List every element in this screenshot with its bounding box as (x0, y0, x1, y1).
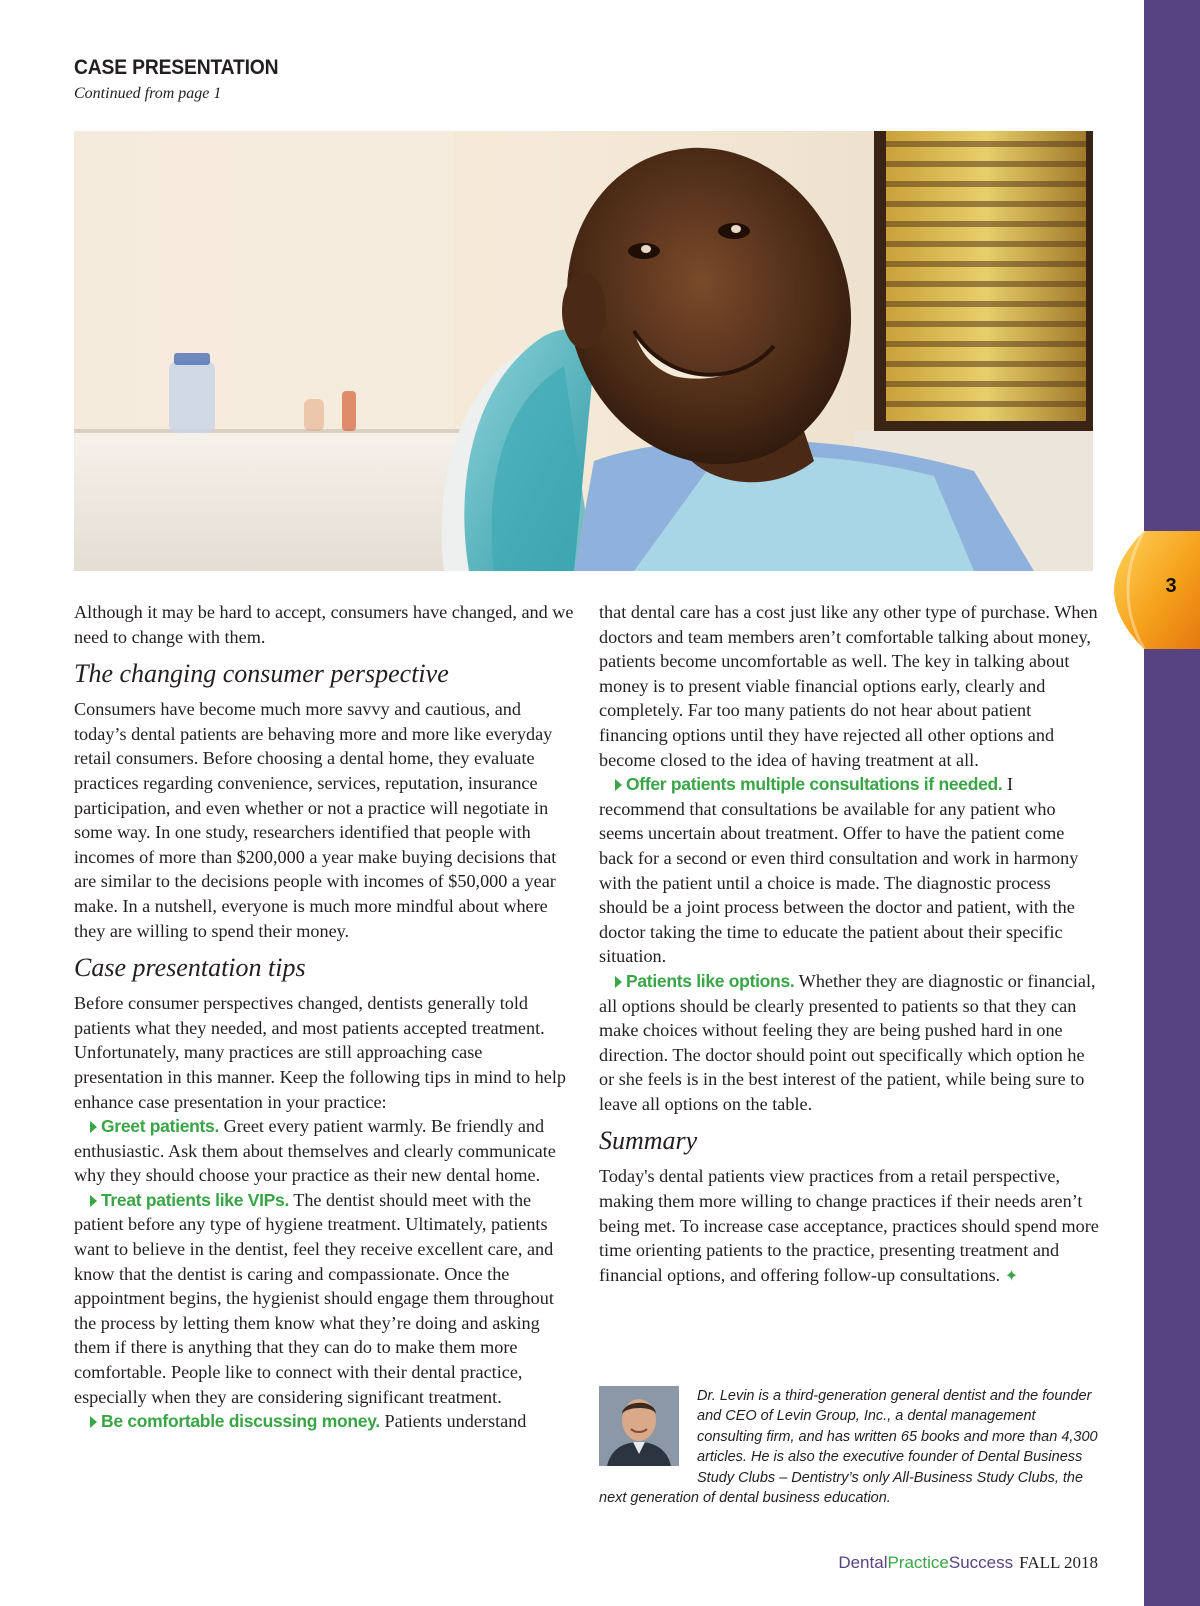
page-number-tab (1114, 531, 1200, 649)
intro-paragraph: Although it may be hard to accept, consumers have changed, and we need to change with them. (74, 602, 574, 647)
bio-text: Dr. Levin is a third-generation general dentist and the founder and CEO of Levin Group, Inc., a dental management consulting firm, and has written 65 books and more than 4,300 articles. He is also the executive founder of Dental Business Study Clubs – Dentistry’s only All-Business Study Clubs, the next generation of dental business education. (599, 1388, 1098, 1507)
tip-consultations (599, 772, 1101, 969)
tip-text: Greet every patient warmly. Be friendly and enthusiastic. Ask them about themselves and clearly communicate why they should choose your practice as their new dental home. (74, 1116, 556, 1186)
tip-text: Whether they are diagnostic or financial, all options should be clearly presented to patients so that they can make choices without feeling they are being pushed hard in one direction. The doctor should point out specifically which option he or she feels is in the best interest of the patient, while being sure to leave all options on the table. (599, 970, 1096, 1114)
bullet-arrow-icon (615, 779, 622, 791)
brand-part-success: Success (948, 1553, 1014, 1572)
heading-consumer-perspective: The changing consumer perspective (74, 659, 449, 689)
bullet-arrow-icon (90, 1195, 97, 1207)
consumer-paragraph: Consumers have become much more savvy and cautious, and today’s dental patients are behaving more and more like everyday retail consumers. Before choosing a dental home, they evaluate practices regarding convenience, services, reputation, insurance participation, and even whether or not a practice will negotiate in some way. In one study, researchers identified that people with incomes of more than $200,000 a year make buying decisions that are similar to the decisions people with incomes of $50,000 a year make. In a nutshell, everyone is much more mindful about where they are willing to spend their money. (74, 699, 557, 941)
author-bio (599, 1386, 1099, 1508)
brand-part-practice: Practice (887, 1553, 949, 1572)
author-portrait-icon (599, 1386, 679, 1466)
tips-intro-paragraph: Before consumer perspectives changed, dentists generally told patients what they needed, and most patients accepted treatment. Unfortunately, many practices are still approaching case presentation in this manner. Keep the following tips in mind to help enhance case presentation in your practice: (74, 993, 566, 1112)
heading-case-tips: Case presentation tips (74, 953, 306, 983)
heading-summary: Summary (599, 1126, 698, 1156)
bullet-arrow-icon (615, 976, 622, 988)
left-column (74, 600, 574, 1434)
tip-text: Patients understand (379, 1411, 527, 1432)
brand-part-dental: Dental (838, 1553, 888, 1572)
patient-photo (74, 131, 1093, 571)
tip-title: Patients like options. (626, 970, 795, 991)
tip-greet (74, 1114, 574, 1188)
money-continued-paragraph: that dental care has a cost just like any other type of purchase. When doctors and team members aren’t comfortable talking about money, patients become uncomfortable as well. The key in talking about money is to present viable financial options early, clearly and completely. Far too many patients do not hear about patient financing options until they have rejected all other options and become closed to the idea of having treatment at all. (599, 602, 1098, 770)
author-headshot (599, 1386, 679, 1466)
bullet-arrow-icon (90, 1121, 97, 1133)
tip-title: Be comfortable discussing money. (101, 1411, 380, 1432)
issue-date: FALL 2018 (1019, 1553, 1098, 1572)
tip-vip (74, 1188, 574, 1409)
publication-name (838, 1553, 1013, 1572)
section-label: CASE PRESENTATION (74, 56, 279, 79)
bullet-arrow-icon (90, 1416, 97, 1428)
tip-money (74, 1409, 574, 1434)
tip-text: The dentist should meet with the patient before any type of hygiene treatment. Ultimately, patients want to believe in the dentist, feel they receive excellent care, and know that the dentist is caring and compassionate. Once the appointment begins, the hygienist should engage them throughout the process by letting them know what they’re doing and asking them if there is anything that they can do to make them more comfortable. People like to connect with their dental practice, especially when they are considering significant treatment. (74, 1189, 554, 1407)
side-bar (1144, 0, 1200, 1606)
end-mark-icon: ✦ (1004, 1267, 1019, 1285)
right-column (599, 600, 1101, 1289)
tip-options (599, 969, 1101, 1117)
tip-title: Offer patients multiple consultations if needed. (626, 774, 1003, 795)
page-footer (838, 1553, 1098, 1573)
smiling-patient-photo-icon (74, 131, 1093, 571)
tip-title: Greet patients. (101, 1116, 220, 1137)
tip-text: I recommend that consultations be available for any patient who seems uncertain about treatment. Offer to have the patient come back for a second or even third consultation and work in harmony with the patient until a choice is made. The diagnostic process should be a joint process between the doctor and patient, with the doctor taking the time to educate the patient about their specific situation. (599, 774, 1079, 967)
page-number: 3 (1165, 575, 1177, 597)
tip-title: Treat patients like VIPs. (101, 1189, 289, 1210)
continued-note: Continued from page 1 (74, 85, 222, 102)
summary-text: Today's dental patients view practices from a retail perspective, making them more willing to change practices if their needs aren’t being met. To increase case acceptance, practices should spend more time orienting patients to the practice, presenting treatment and financial options, and offering follow-up consultations. (599, 1166, 1099, 1285)
summary-paragraph (599, 1164, 1101, 1289)
